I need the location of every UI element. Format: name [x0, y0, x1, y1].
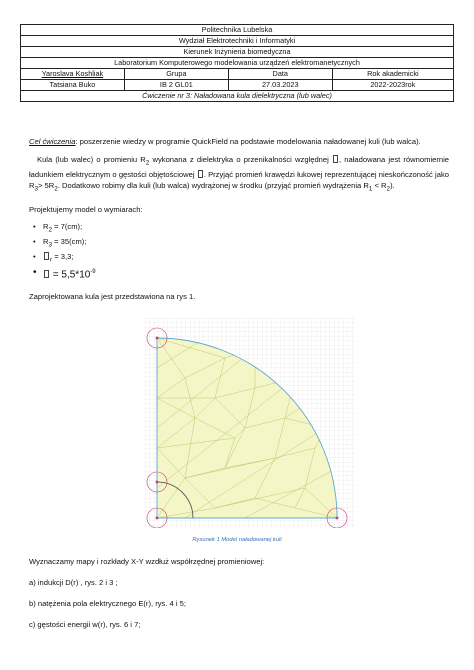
vertex-point: [336, 517, 339, 520]
desc-sub: 2: [386, 185, 391, 193]
desc-text: wykonana z dielektryka o przenikalności względnej: [149, 155, 332, 165]
goal-text: : poszerzenie wiedzy w programie QuickField na podstawie modelowania naładowanej kuli (lub walca).: [75, 137, 421, 146]
param-list: [29, 221, 449, 281]
param-item: [33, 236, 449, 251]
figure-intro: Zaprojektowana kula jest przedstawiona na rys 1.: [29, 291, 196, 301]
vertex-point: [156, 481, 159, 484]
param-item: [33, 251, 449, 266]
desc-text: > 5R: [38, 181, 55, 191]
param-value: = 3,3;: [52, 251, 74, 261]
desc-sub: 1: [368, 185, 373, 193]
description-paragraph: [29, 154, 449, 195]
lab-cell: Laboratorium Komputerowego modelowania urządzeń elektromanetycznych: [21, 58, 454, 69]
missing-glyph-icon: [333, 155, 338, 163]
year-value-cell: 2022-2023rok: [332, 80, 453, 91]
param-sub: r: [50, 256, 53, 264]
figure-caption: Rysunek 1 Model naładowanej kuli: [192, 537, 282, 543]
goal-paragraph: [29, 136, 449, 147]
faculty-cell: Wydział Elektrotechniki i Informatyki: [21, 36, 454, 47]
year-label-cell: Rok akademicki: [332, 69, 453, 80]
desc-text: . Przyjąć promień krawędzi łukowej reprezentującej nieskończoność jako R: [29, 170, 449, 191]
desc-sub: 3: [34, 185, 39, 193]
param-sub: 2: [48, 226, 53, 234]
missing-glyph-icon: [44, 252, 49, 260]
vertex-point: [156, 517, 159, 520]
desc-sub: 2: [145, 159, 150, 167]
param-value: = 7(cm);: [52, 221, 83, 231]
param-value: = 35(cm);: [52, 236, 87, 246]
list-item: a) indukcji D(r) , rys. 2 i 3 ;: [29, 578, 118, 587]
param-symbol: R: [43, 236, 49, 246]
missing-glyph-icon: [44, 270, 49, 278]
model-figure: [145, 318, 355, 528]
group-value-cell: IB 2 GL01: [124, 80, 228, 91]
param-item: [33, 266, 449, 281]
desc-text: ).: [390, 181, 395, 191]
program-cell: Kierunek Inżynieria biomedyczna: [21, 47, 454, 58]
desc-text: . Dodatkowo robimy dla kuli (lub walca) wydrążonej w środku (przyjąć promień wydrążenia R: [57, 181, 369, 191]
goal-label: Cel ćwiczenia: [29, 137, 76, 146]
date-value-cell: 27.03.2023: [228, 80, 332, 91]
exercise-cell: Ćwiczenie nr 3: Naładowana kula dielektryczna (lub walec): [21, 91, 454, 102]
missing-glyph-icon: [198, 170, 203, 178]
desc-text: , naładowana jest równomiernie ładunkiem elektrycznym o gęstości objętościowej: [29, 155, 450, 180]
list-item: c) gęstości energii w(r), rys. 6 i 7;: [29, 620, 141, 629]
param-value: = 5,5*10: [50, 268, 91, 280]
student1-cell: Yaroslava Koshliak: [21, 69, 125, 80]
list-item: b) natężenia pola elektrycznego E(r), rys. 4 i 5;: [29, 599, 187, 608]
bottom-section: [29, 556, 449, 640]
university-cell: Politechnika Lubelska: [21, 25, 454, 36]
param-sup: -9: [90, 268, 96, 275]
param-symbol: R: [43, 221, 49, 231]
bottom-intro: Wyznaczamy mapy i rozkłady X-Y wzdłuż współrzędnej promieniowej:: [29, 557, 265, 566]
param-sub: 3: [48, 241, 53, 249]
date-label-cell: Data: [228, 69, 332, 80]
group-label-cell: Grupa: [124, 69, 228, 80]
student2-cell: Tatsiana Buko: [21, 80, 125, 91]
desc-text: < R: [372, 181, 387, 191]
main-content: [29, 136, 449, 302]
desc-sub: 2: [54, 185, 58, 193]
desc-text: Kula (lub walec) o promieniu R: [37, 155, 146, 165]
header-table: [20, 24, 454, 102]
project-heading: Projektujemy model o wymiarach:: [29, 205, 143, 215]
vertex-point: [156, 337, 159, 340]
param-item: [33, 221, 449, 236]
